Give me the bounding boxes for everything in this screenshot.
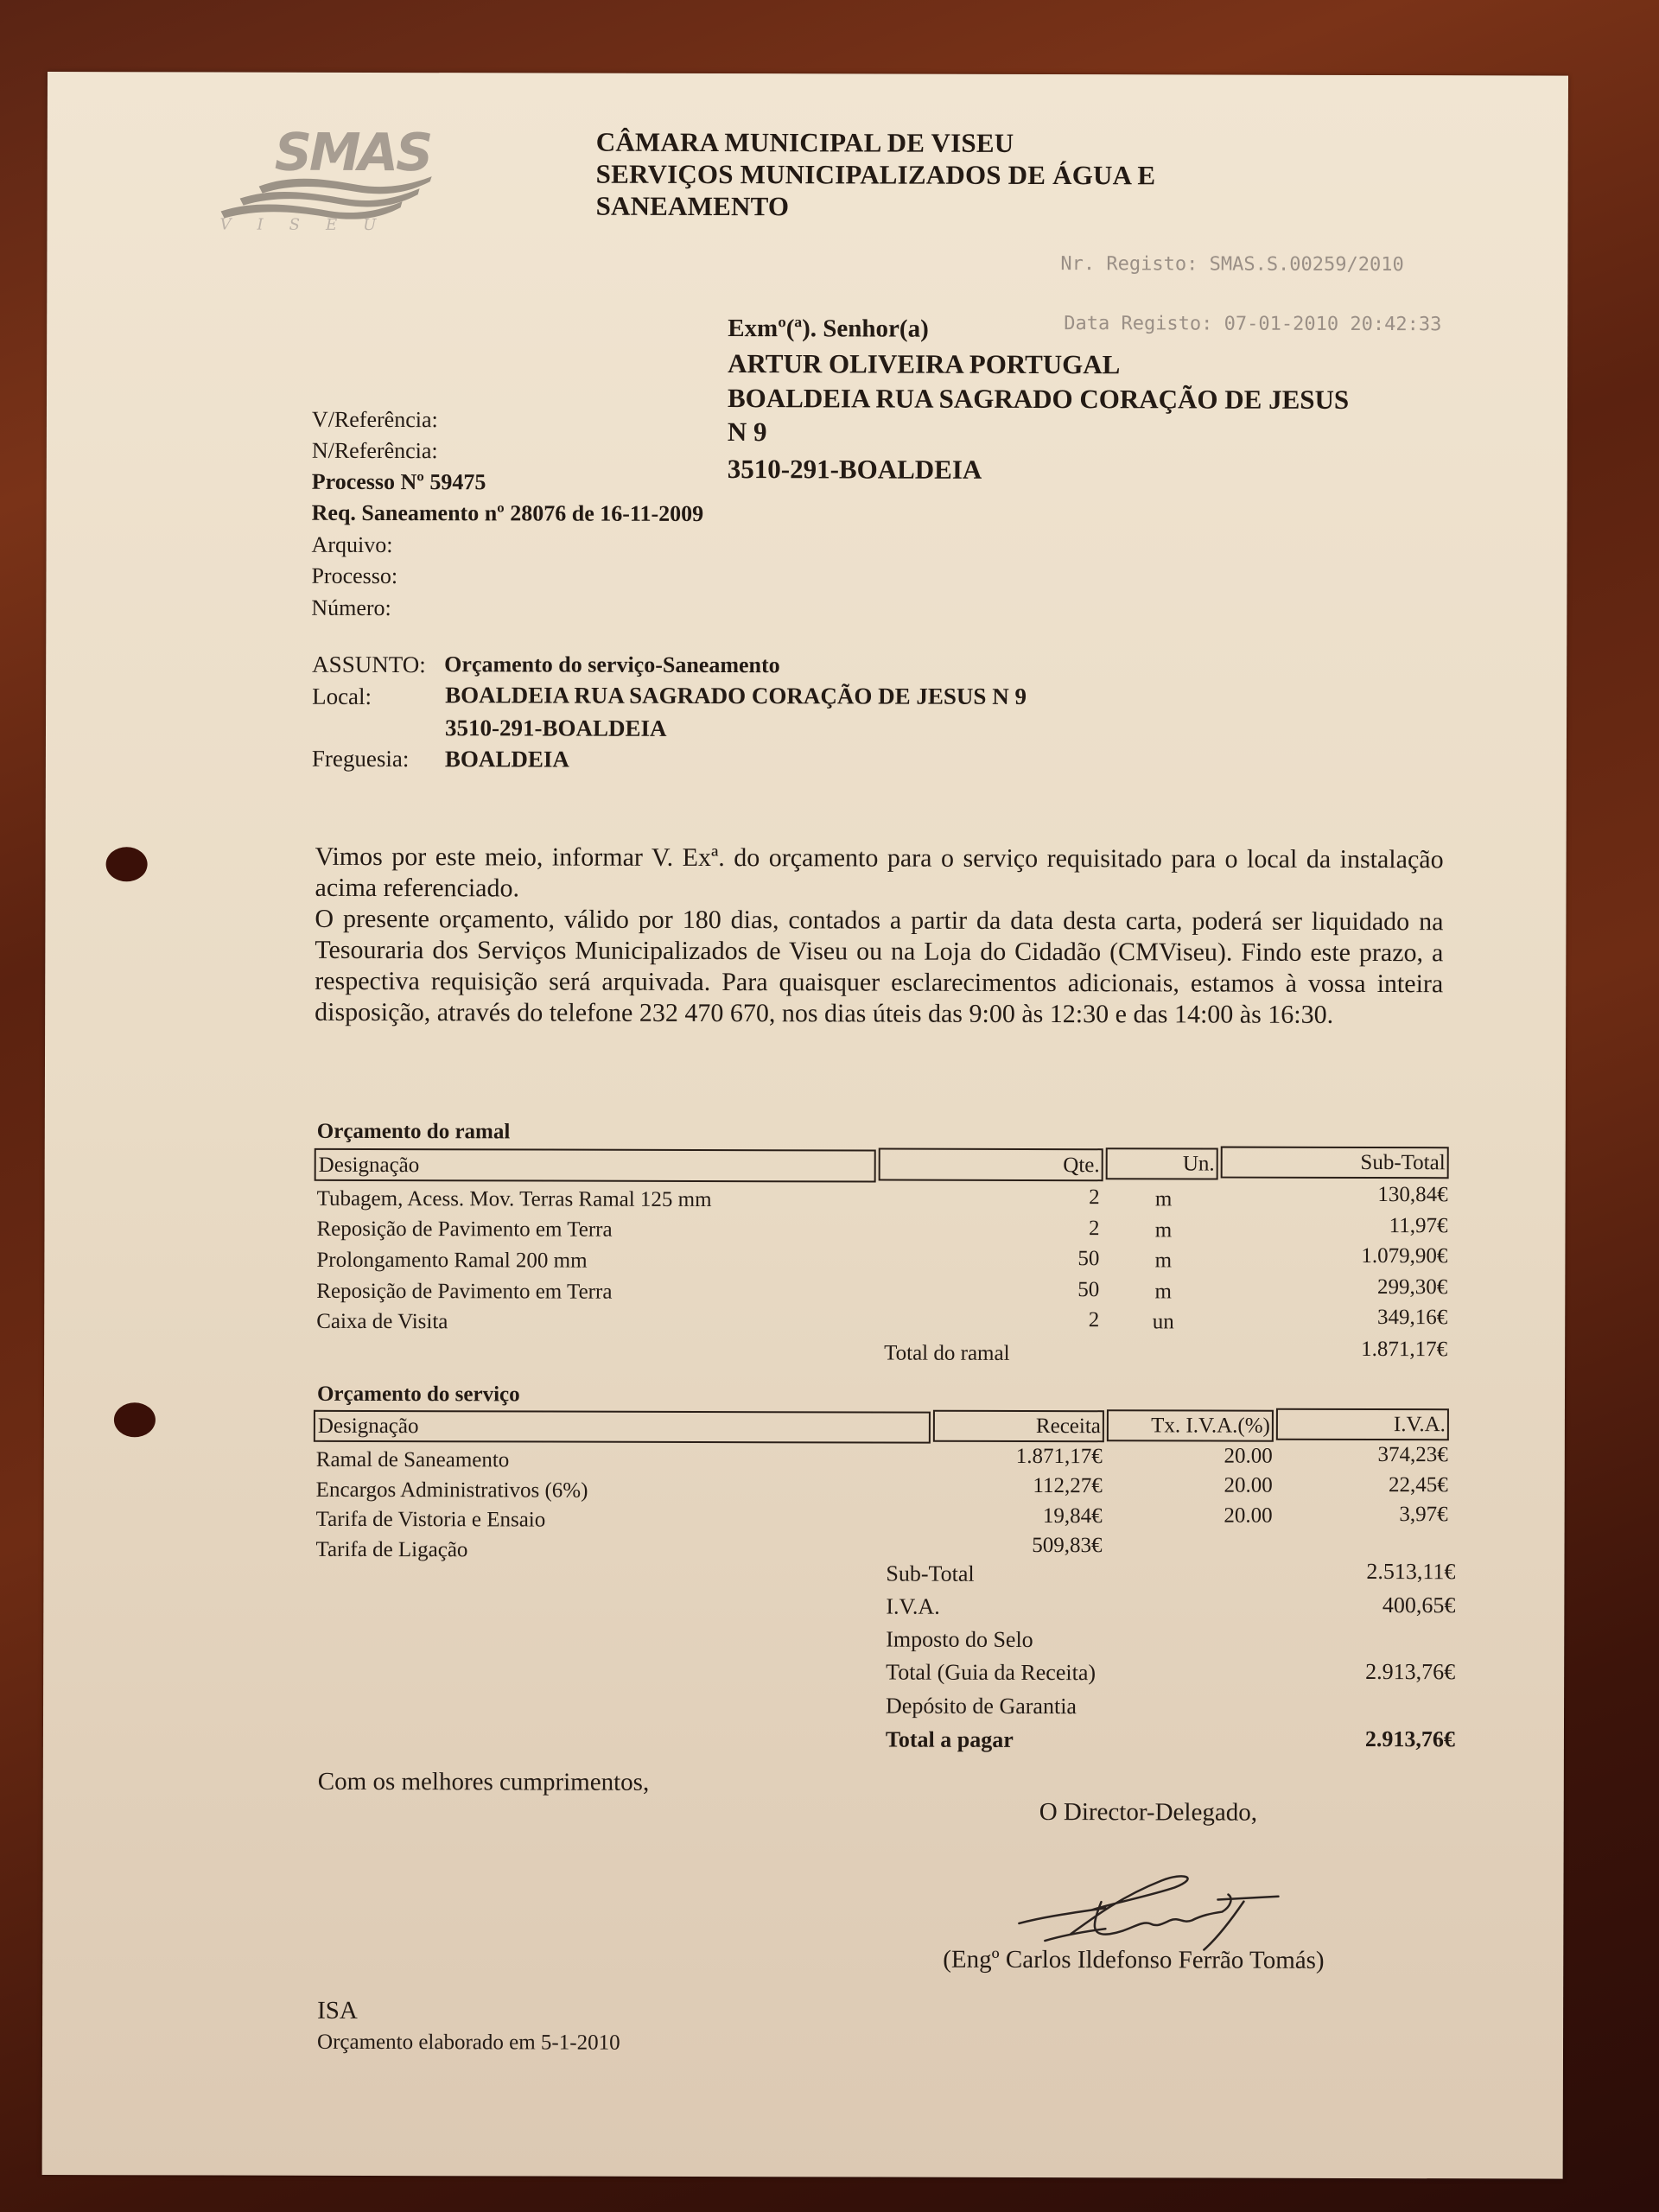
summary-total-guia-label: Total (Guia da Receita) [886, 1659, 1096, 1686]
local-label: Local: [312, 683, 372, 709]
closing-signatory: (Engº Carlos Ildefonso Ferrão Tomás) [943, 1945, 1325, 1974]
summary-subtotal-value: 2.513,11€ [1366, 1559, 1456, 1585]
ramal-header-qte: Qte. [879, 1148, 1103, 1182]
ramal-qte: 50 [1077, 1247, 1100, 1271]
ramal-qte: 2 [1088, 1308, 1100, 1332]
arquivo-label: Arquivo: [311, 531, 393, 558]
recipient-postal: 3510-291-BOALDEIA [727, 454, 982, 485]
servico-receita: 1.871,17€ [1015, 1444, 1103, 1469]
closing-greeting: Com os melhores cumprimentos, [317, 1767, 650, 1796]
servico-iva: 374,23€ [1377, 1443, 1448, 1467]
servico-receita: 19,84€ [1042, 1504, 1103, 1529]
punch-hole [106, 847, 148, 881]
ramal-table-title: Orçamento do ramal [316, 1119, 511, 1144]
punch-hole [114, 1402, 156, 1437]
summary-iva-value: 400,65€ [1382, 1592, 1456, 1618]
freguesia-label: Freguesia: [311, 745, 410, 772]
req-saneamento: Req. Saneamento nº 28076 de 16-11-2009 [311, 499, 704, 526]
servico-designacao: Ramal de Saneamento [315, 1447, 510, 1472]
ramal-qte: 2 [1088, 1217, 1100, 1241]
servico-designacao: Encargos Administrativos (6%) [315, 1478, 588, 1503]
ramal-subtotal: 299,30€ [1377, 1275, 1448, 1300]
assunto-value: Orçamento do serviço-Saneamento [444, 652, 780, 678]
summary-subtotal-label: Sub-Total [886, 1560, 975, 1586]
processo-label: Processo: [311, 563, 398, 589]
closing-role: O Director-Delegado, [1039, 1798, 1258, 1827]
servico-header-tx-iva: Tx. I.V.A.(%) [1107, 1409, 1274, 1442]
ramal-un: m [1154, 1280, 1173, 1304]
servico-header-receita: Receita [933, 1410, 1104, 1443]
servico-header-designacao: Designação [314, 1410, 931, 1444]
closing-prepared-date: Orçamento elaborado em 5-1-2010 [316, 2030, 620, 2055]
servico-tx-iva: 20.00 [1224, 1473, 1273, 1497]
ramal-un: m [1154, 1249, 1173, 1273]
recipient-name: ARTUR OLIVEIRA PORTUGAL [728, 348, 1121, 380]
closing-initials: ISA [317, 1996, 358, 2024]
ramal-designacao: Tubagem, Acess. Mov. Terras Ramal 125 mm [316, 1186, 712, 1212]
header-line-2: SERVIÇOS MUNICIPALIZADOS DE ÁGUA E [595, 158, 1156, 191]
header-line-3: SANEAMENTO [595, 190, 790, 222]
servico-header-iva: I.V.A. [1276, 1408, 1449, 1441]
ramal-subtotal: 1.079,90€ [1361, 1243, 1448, 1268]
summary-iva-label: I.V.A. [886, 1593, 940, 1619]
servico-designacao: Tarifa de Vistoria e Ensaio [315, 1507, 546, 1532]
servico-receita: 112,27€ [1033, 1473, 1103, 1498]
summary-deposito-label: Depósito de Garantia [886, 1693, 1077, 1719]
summary-imposto-selo-label: Imposto do Selo [886, 1626, 1033, 1652]
servico-tx-iva: 20.00 [1224, 1503, 1273, 1528]
smas-logo [172, 122, 474, 238]
registry-number: Nr. Registo: SMAS.S.00259/2010 [1060, 253, 1404, 276]
ramal-un: un [1152, 1310, 1174, 1334]
summary-total-guia-value: 2.913,76€ [1365, 1658, 1456, 1685]
ramal-un: m [1154, 1187, 1173, 1211]
ramal-subtotal: 349,16€ [1376, 1306, 1448, 1330]
servico-iva: 22,45€ [1388, 1473, 1448, 1497]
body-paragraph-2: O presente orçamento, válido por 180 dias, contados a partir da data desta carta, poderá ser liquidado na Tesouraria dos Serviços Municipalizados de Viseu ou na Loja do Cidadão (CMViseu). Findo este prazo, a respectiva requisição será arquivada. Para quaisquer esclarecimentos adicionais, estamos à vossa inteira disposição, através do telefone 232 470 670, nos dias úteis das 9:00 às 12:30 e das 14:00 às 16:30. [315, 904, 1444, 1029]
summary-total-pagar-label: Total a pagar [885, 1726, 1014, 1752]
ramal-total-value: 1.871,17€ [1361, 1337, 1448, 1362]
ramal-un: m [1154, 1218, 1173, 1243]
ramal-designacao: Prolongamento Ramal 200 mm [316, 1248, 588, 1273]
ramal-designacao: Reposição de Pavimento em Terra [316, 1279, 613, 1304]
ramal-qte: 2 [1089, 1185, 1100, 1210]
local-line-2: 3510-291-BOALDEIA [444, 715, 667, 741]
ramal-qte: 50 [1077, 1278, 1100, 1302]
servico-table-title: Orçamento do serviço [316, 1382, 520, 1407]
registry-date: Data Registo: 07-01-2010 20:42:33 [1064, 313, 1442, 336]
summary-total-pagar-value: 2.913,76€ [1364, 1726, 1455, 1752]
body-text [315, 842, 1444, 1031]
recipient-address-2: N 9 [727, 416, 767, 448]
n-referencia: N/Referência: [311, 437, 438, 464]
ramal-designacao: Caixa de Visita [316, 1309, 448, 1334]
numero-label: Número: [311, 594, 391, 621]
ramal-subtotal: 11,97€ [1389, 1214, 1448, 1238]
document-page [42, 72, 1568, 2179]
local-line-1: BOALDEIA RUA SAGRADO CORAÇÃO DE JESUS N 9 [445, 682, 1027, 709]
ramal-subtotal: 130,84€ [1377, 1183, 1448, 1207]
servico-tx-iva: 20.00 [1224, 1444, 1273, 1468]
logo-subtext: VISEU [219, 215, 403, 235]
header-line-1: CÂMARA MUNICIPAL DE VISEU [595, 126, 1014, 158]
ramal-header-subtotal: Sub-Total [1221, 1147, 1449, 1179]
ramal-designacao: Reposição de Pavimento em Terra [316, 1217, 613, 1242]
servico-receita: 509,83€ [1032, 1533, 1103, 1558]
v-referencia: V/Referência: [311, 406, 438, 433]
logo-text: SMAS [274, 122, 431, 184]
ramal-total-label: Total do ramal [884, 1341, 1010, 1365]
recipient-address-1: BOALDEIA RUA SAGRADO CORAÇÃO DE JESUS [727, 383, 1350, 415]
body-paragraph-1: Vimos por este meio, informar V. Exª. do orçamento para o serviço requisitado para o local da instalação acima referenciado. [315, 842, 1444, 903]
recipient-salutation: Exmº(ª). Senhor(a) [728, 315, 929, 343]
ramal-header-designacao: Designação [315, 1148, 876, 1183]
servico-iva: 3,97€ [1399, 1503, 1448, 1527]
servico-designacao: Tarifa de Ligação [315, 1537, 468, 1562]
assunto-label: ASSUNTO: [312, 651, 426, 678]
servico-iva [1280, 1532, 1448, 1533]
processo-numero: Processo Nº 59475 [311, 468, 486, 495]
ramal-header-un: Un. [1106, 1147, 1218, 1179]
freguesia-value: BOALDEIA [444, 746, 569, 772]
